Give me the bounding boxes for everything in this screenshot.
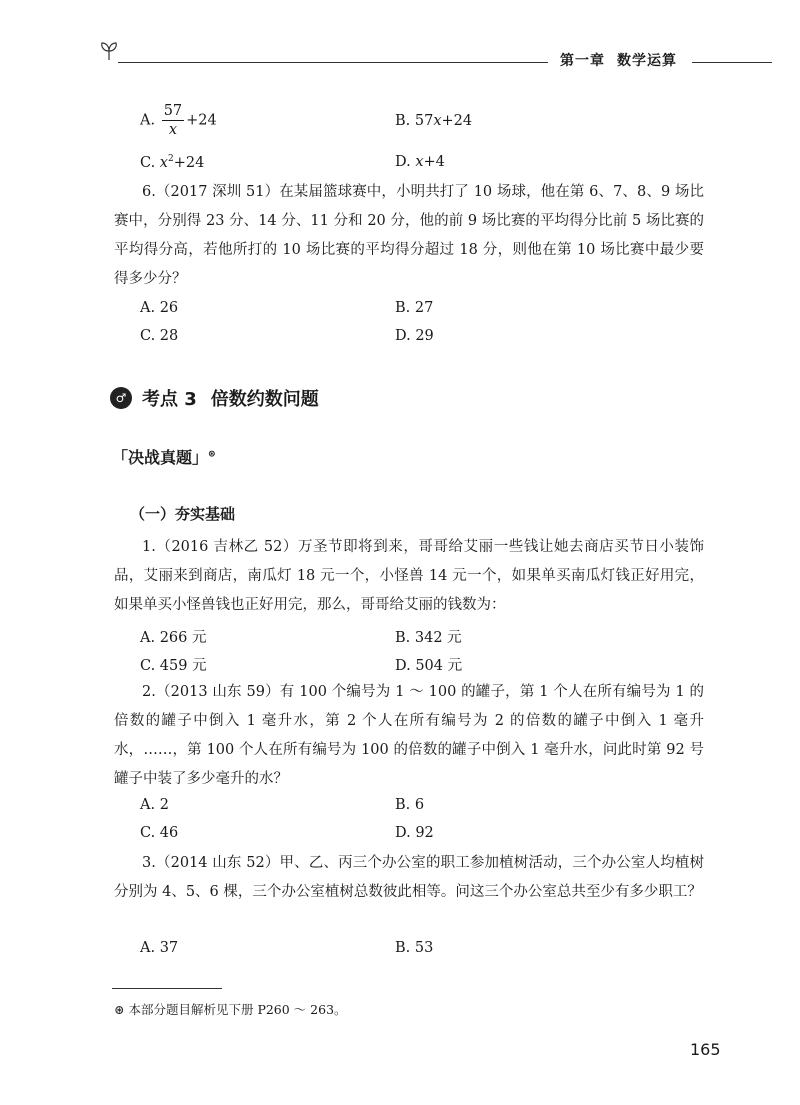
q2-option-a: A. 2 [140,797,169,813]
q3-option-b: B. 53 [395,940,434,956]
option-d-var: x [415,154,424,170]
header-rule [118,62,548,63]
q6-option-c: C. 28 [140,328,179,344]
bracket-close: 」 [192,448,209,467]
option-c-suffix: +24 [173,154,205,171]
q2-option-d: D. 92 [395,825,434,841]
q1-option-c: C. 459 元 [140,658,207,674]
q1-option-d: D. 504 元 [395,658,463,674]
option-a-prefix: A. [140,112,156,129]
q2-option-c: C. 46 [140,825,179,841]
question-1-text: 1.（2016 吉林乙 52）万圣节即将到来，哥哥给艾丽一些钱让她去商店买节日小装饰品，艾丽来到商店，南瓜灯 18 元一个，小怪兽 14 元一个，如果单买南瓜灯钱正好用完，如果单买小怪兽钱也正好用完，那么，哥哥给艾丽的钱数为： [114,539,704,613]
subsection-title: 决战真题 [128,448,193,467]
section-label: 考点 3 [142,389,197,410]
option-d-prefix: D. [395,154,416,170]
option-b-var: x [433,113,442,129]
option-c-exponent: 2 [167,154,174,164]
fraction [162,102,184,139]
q3-option-a: A. 37 [140,940,179,956]
q2-option-b: B. 6 [395,797,425,813]
leaf-icon [98,40,120,66]
fraction-numerator: 57 [163,103,183,119]
header-rule-right [692,62,772,63]
option-b-prefix: B. 57 [395,113,434,129]
option-c [140,154,204,171]
section-title: 倍数约数问题 [210,389,319,410]
chapter-title: 数学运算 [617,53,677,69]
footnote-text: 本部分题目解析见下册 P260 ～ 263。 [128,1002,347,1017]
question-3-text: 3.（2014 山东 52）甲、乙、丙三个办公室的职工参加植树活动，三个办公室人均植树分别为 4、5、6 棵，三个办公室植树总数彼此相等。问这三个办公室总共至少有多少职工？ [114,855,704,900]
part-heading: （一）夯实基础 [130,505,236,523]
running-header [560,50,689,70]
footnote-marker: ⊛ [208,449,216,460]
subsection-heading [112,445,216,468]
page-number: 165 [690,1040,721,1059]
option-b [395,113,472,129]
q1-option-b: B. 342 元 [395,630,462,646]
footnote-marker: ⊛ [114,1002,125,1017]
option-d [395,154,445,170]
fraction-denominator: x [168,122,178,138]
q6-option-d: D. 29 [395,328,434,344]
footnote [114,1000,347,1018]
option-b-suffix: +24 [441,113,473,129]
option-a [140,102,217,139]
question-6-text: 6.（2017 深圳 51）在某届篮球赛中，小明共打了 10 场球，他在第 6、7、8、9 场比赛中，分别得 23 分、14 分、11 分和 20 分，他的前 9 场比赛的平均得分比前 5 场比赛的平均得分高，若他所打的 10 场比赛的平均得分超过 18 分，则他在第 10 场比赛中最少要得多少分？ [114,184,704,287]
bracket-open: 「 [112,448,129,467]
option-c-var: x [159,154,168,171]
q6-option-b: B. 27 [395,300,434,316]
section-heading [110,385,319,411]
chapter-label: 第一章 [560,53,605,69]
q1-option-a: A. 266 元 [140,630,207,646]
footnote-rule [112,988,222,989]
q6-option-a: A. 26 [140,300,179,316]
option-d-suffix: +4 [423,154,445,170]
option-c-prefix: C. [140,154,160,171]
section-icon: ♂ [110,387,132,409]
option-a-suffix: +24 [186,112,217,129]
question-2-text: 2.（2013 山东 59）有 100 个编号为 1 ～ 100 的罐子，第 1 个人在所有编号为 1 的倍数的罐子中倒入 1 毫升水，第 2 个人在所有编号为 2 的倍数的罐子中倒入 1 毫升水，……，第 100 个人在所有编号为 100 的倍数的罐子中倒入 1 毫升水，问此时第 92 号罐子中装了多少毫升的水？ [114,684,704,787]
